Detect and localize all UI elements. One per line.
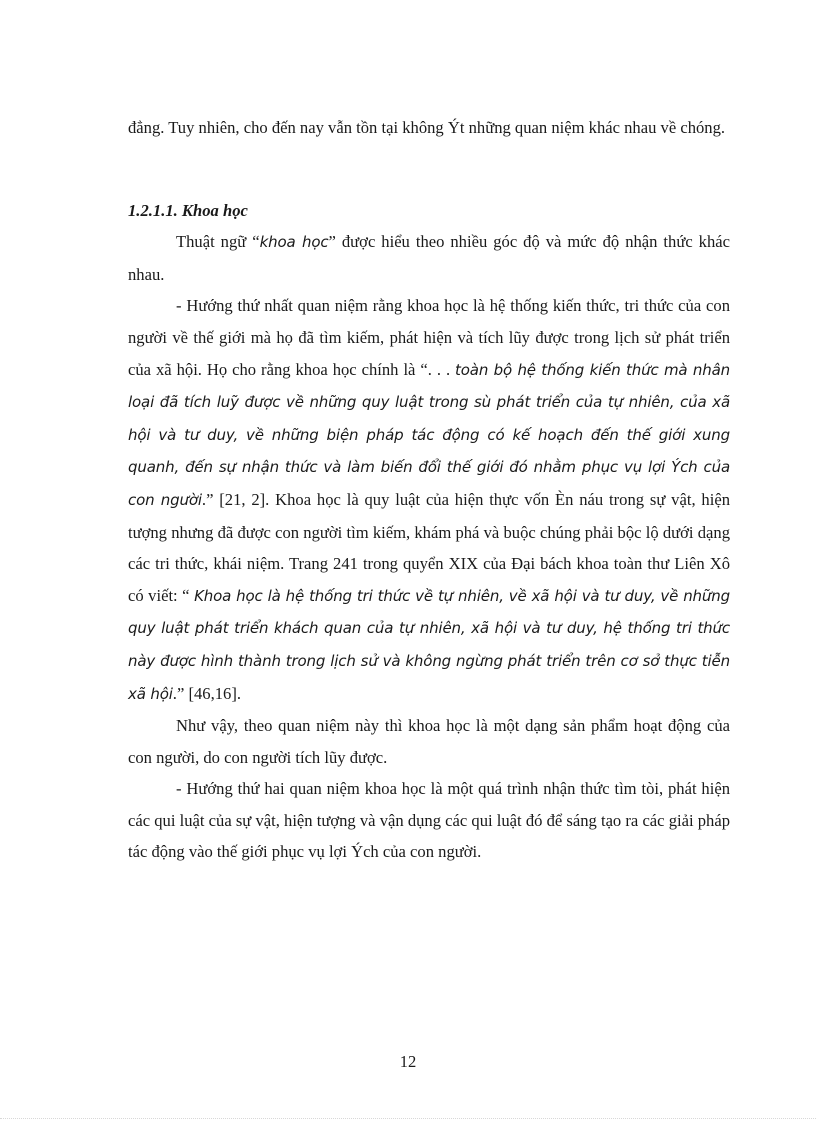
text-run: - Hướng thứ nhất quan niệm rằng khoa học là hệ thống kiến thức, tri thức của con người về thế giới mà họ đã tìm kiếm, phát hiện và tích lũy được trong lịch sử phát triển của xã hội. Họ cho rằng khoa học chính là “. . . [128,296,730,379]
text-run: .” [46,16]. [172,683,241,703]
section-heading: 1.2.1.1. Khoa học [128,200,248,220]
paragraph-first-view [128,290,730,710]
paragraph-continuation: đẳng. Tuy nhiên, cho đến nay vẫn tồn tại không Ýt những quan niệm khác nhau về chóng. [128,118,726,137]
text-run: ” được hiểu theo nhiều góc độ và mức độ nhận thức khác nhau. [128,232,730,284]
document-body [128,112,730,868]
italic-term: khoa học [259,233,329,252]
italic-quote: Khoa học là hệ thống tri thức về tự nhiên, về xã hội và tư duy, về những quy luật phát triển khách quan của tự nhiên, xã hội và tư duy, hệ thống tri thức này được hình thành trong lịch sử và không ngừng phát triển trên cơ sở thực tiễn xã hội [128,586,730,703]
paragraph-term-definition [128,226,730,290]
paragraph-second-view: - Hướng thứ hai quan niệm khoa học là một quá trình nhận thức tìm tòi, phát hiện các qui luật của sự vật, hiện tượng và vận dụng các qui luật đó để sáng tạo ra các giải pháp tác động vào thế giới phục vụ lợi Ých của con người. [128,779,730,862]
page-number: 12 [399,1052,417,1071]
italic-quote: toàn bộ hệ thống kiến thức mà nhân loại đã tích luỹ được về những quy luật trong sù phát triển của tự nhiên, của xã hội và tư duy, về những biện pháp tác động có kế hoạch đến thế giới xung quanh, đến sự nhận thức và làm biến đổi thế giới đó nhằm phục vụ lợi Ých của con người [128,360,731,509]
text-run: .” [21, 2]. Khoa học là quy luật của hiện thực vốn Èn náu trong sự vật, hiện tượng nhưng đã được con người tìm kiếm, khám phá và buộc chúng phải bộc lộ dưới dạng các tri thức, khái niệm. Trang 241 trong quyển XIX của Đại bách khoa toàn thư Liên Xô có viết: “ [128,489,731,605]
text-run: Thuật ngữ “ [176,232,260,252]
paragraph-conclusion: Như vậy, theo quan niệm này thì khoa học là một dạng sản phẩm hoạt động của con người, do con người tích lũy được. [128,716,730,767]
page-bottom-divider [0,1118,816,1119]
